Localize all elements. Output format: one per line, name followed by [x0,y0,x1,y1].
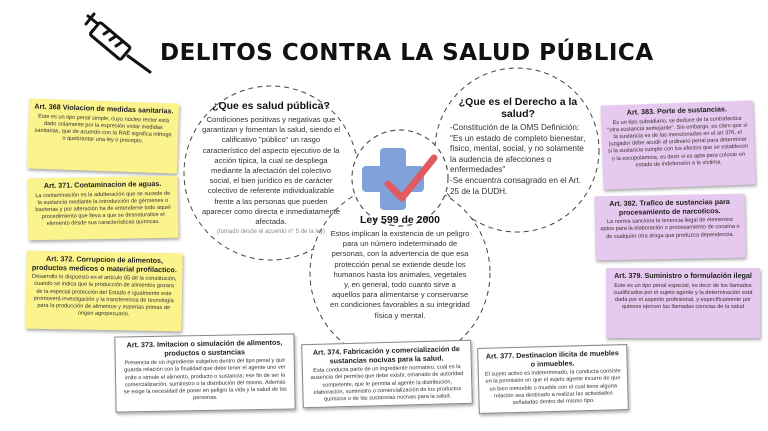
note-art-372 [25,251,182,332]
salud-publica-text [200,100,342,237]
note-art-371 [27,176,178,241]
note-art-379-title: Art. 379. Suministro o formulación ilegal [614,271,752,280]
note-art-377-body: El sujeto activo es indeterminado, la conducta consiste en la permisión en que el sujeto agente incurre de que un bien inmueble o mueble con el cual tiene alguna relación sea destinado a realizar las actividades señaladas dentro del mismo tipo. [484,368,621,407]
derecho-salud-body: -Constitución de la OMS Definición: "Es un estado de completo bienestar, físico, mental, social, y no solamente la audencia de afecciones o enfermedades" -Se encuentra consagrado en el Art. 25 de la DUDH. [450,123,586,196]
note-art-374-title: Art. 374. Fabricación y comercialización de sustancias nocivas para la salud. [312,344,460,366]
note-art-379 [606,268,760,338]
derecho-salud-text [450,96,586,197]
salud-publica-body: Condiciones positivas y negativas que garantizan y fomentan la salud, siendo el calificativo "público" un rasgo característico del aspecto ejecutivo de la acción típica, la cual se despliega mediante la afectación del colectivo social, el bien jurídico es de carácter colectivo de referente individualizable frente a las personas que pueden aparecer como directa e inmediatamente afectada. [201,115,341,227]
note-art-374 [301,340,473,408]
page-title: DELITOS CONTRA LA SALUD PÚBLICA [160,40,654,66]
salud-publica-heading: ¿Que es salud pública? [212,100,330,112]
note-art-383-body: Es un tipo subsidiario, se deduce de la contrafactica "otra sustancia semejante". Sin embargo, es claro que si la sustancia es de las mencionadas en el art 376, el juzgador debe acudir al ordinario penal para determinar si la sustancia cumple con los efectos que se establecen o la escopolamina, es decir si es apta para colocar en estado de indefensión a la víctima. [607,115,749,169]
ley-599-body: Estos implican la existencia de un peligro para un número indeterminado de personas, con la advertencia de que esa protección penal se extiende desde los humanos hasta los animales, vegetales y, en general, todo cuanto sirve a aquellos para alimentarse y conservarse en condiciones favorables a su integridad física y mental. [330,229,470,320]
note-art-382-body: La norma sanciona la tenencia ilegal de elementos aptos para la elaboración o procesamiento de cocaína o de cualquier otra droga que produzca dependencia. [600,217,740,240]
note-art-368-title: Art. 368 Violacion de medidas sanitarias. [34,101,174,116]
note-art-379-body: Este es un tipo penal especial, es decir de los llamados cualificados por el sujeto agente y la determinación está dada por el aspecto profesional, y específicamente por quienes ejercen las llamadas ciencias de la salud [613,282,753,311]
note-art-373-body: Presencia de un ingrediente subjetivo dentro del tipo penal y que guarda relación con la finalidad que debe tener el agente uno ver imite o simule el alimento, producto o sustancia; ese fin de ser la comercialización, suministro o la distribución del mismo. Además se exige la necesidad de poner en peligro la vida y la salud de las personas. [123,357,287,402]
note-art-373-title: Art. 373. Imitacion o simulación de alimentos, productos o sustancias [126,337,283,358]
note-art-374-body: Esta conducta parte de un ingrediente normativo, cual es la ausencia del permiso que debe existir, emanado de autoridad competente, que le permita al agente la distribución, elaboración, suministro o comercialización de los productos químicos o de las sustancias nocivas para la salud. [310,364,464,403]
note-art-371-title: Art. 371. Contaminacion de aguas. [43,178,162,191]
note-art-371-body: La contaminación es la adulteración que se sucede de la sustancia mediante la introducción de gérmenes o bacterias y por alteración ha de entenderse todo aquel procedimiento que lleva a que se desnaturalice el elemento desde sus características químicas. [35,190,171,228]
ley-599-heading: Ley 599 de 2000 [360,214,440,226]
medical-cross-check-icon [362,140,442,220]
note-art-377 [477,344,629,414]
note-art-382-title: Art. 382. Trafico de sustancias para procesamiento de narcoticos. [609,196,730,217]
ley-599-text [330,214,470,321]
note-art-383-title: Art. 383. Porte de sustancias. [626,104,728,117]
note-art-377-title: Art. 377. Destinacion ilicita de muebles o inmuebles. [485,348,619,369]
note-art-368 [27,98,179,173]
salud-publica-tail: (tomado desde el acuerdo n° 5 de la ley) [216,229,326,236]
note-art-383 [601,100,756,189]
note-art-382 [594,194,745,261]
note-art-373 [114,333,295,412]
derecho-salud-heading: ¿Que es el Derecho a la salud? [458,96,578,120]
note-art-372-body: Desarrollo lo dispuesto en el artículo 65 de la constitución, cuando se indica que la producción de alimentos gozara de la especial protección del Estado e igualmente este promoverá investigación y la transferencia de tecnología para la producción de alimentos y materias primas de origen agropecuario. [31,273,177,318]
note-art-372-title: Art. 372. Corrupcion de alimentos, productos medicos o material profilactico. [31,253,177,274]
note-art-368-body: Este es un tipo penal simple, cuyo núcleo rector está dado solamente por la expresión violar medidas sanitarias, que de acuerdo con la RAE significa infringir o quebrantar una ley o precepto. [34,113,172,145]
